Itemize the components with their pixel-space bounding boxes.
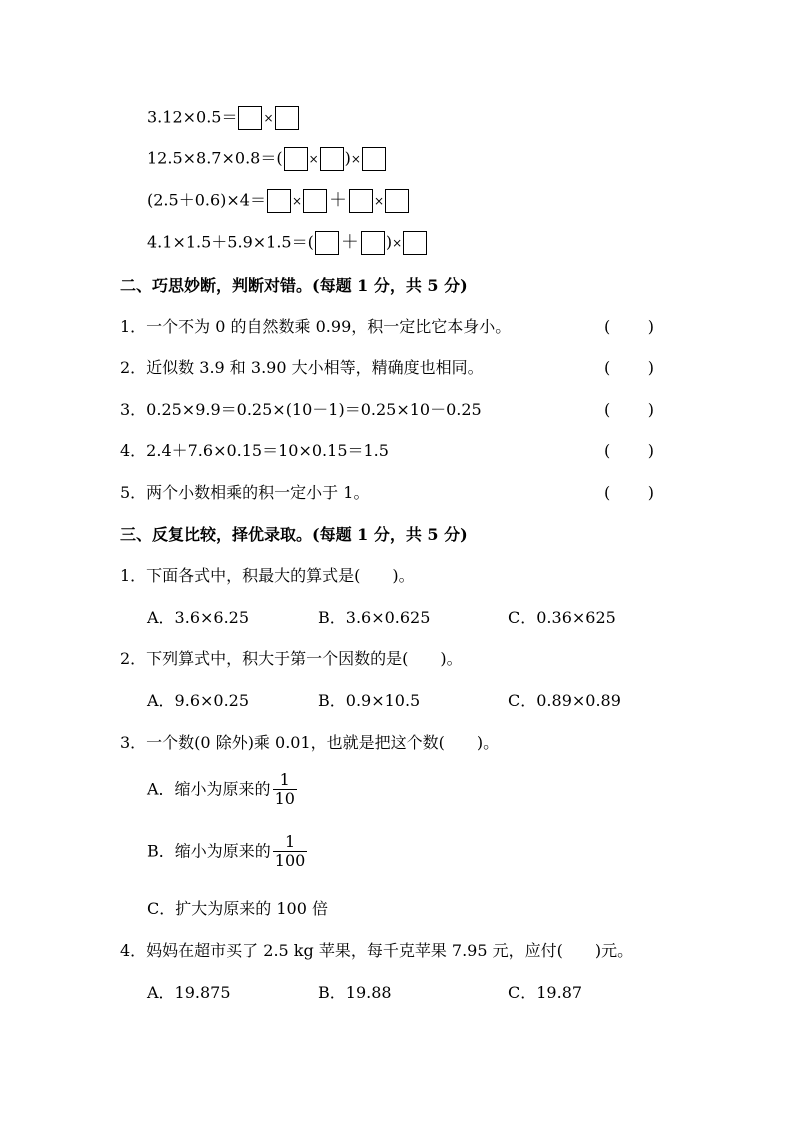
open-paren: ( <box>604 317 611 336</box>
plus-sign: ＋ <box>329 190 348 211</box>
answer-box[interactable] <box>238 106 262 130</box>
equation-2 <box>147 147 387 171</box>
option-b[interactable]: B．0.9×10.5 <box>318 691 421 710</box>
judge-item-5: 5．两个小数相乘的积一定小于 1。 <box>120 483 370 502</box>
equation-2-text: 12.5×8.7×0.8＝( <box>147 148 283 168</box>
option-a[interactable] <box>147 771 297 808</box>
judge-item-4: 4．2.4＋7.6×0.15＝10×0.15＝1.5 <box>120 441 389 460</box>
answer-bracket[interactable] <box>604 482 654 504</box>
choice-question-3: 3．一个数(0 除外)乘 0.01，也就是把这个数( )。 <box>120 733 500 752</box>
answer-box[interactable] <box>284 147 308 171</box>
answer-box[interactable] <box>349 189 373 213</box>
fraction-numerator: 1 <box>279 770 290 789</box>
option-c[interactable]: C．0.36×625 <box>508 608 616 627</box>
fraction-numerator: 1 <box>284 832 296 851</box>
open-paren: ( <box>604 483 611 502</box>
times-sign: × <box>350 152 361 166</box>
equation-1 <box>147 106 300 130</box>
answer-bracket[interactable] <box>604 316 654 338</box>
answer-box[interactable] <box>361 231 385 255</box>
fraction <box>273 771 297 808</box>
answer-box[interactable] <box>362 147 386 171</box>
answer-box[interactable] <box>403 231 427 255</box>
option-b[interactable]: B．19.88 <box>318 983 392 1002</box>
answer-box[interactable] <box>315 231 339 255</box>
close-paren: ) <box>647 358 654 377</box>
times-sign: × <box>308 152 319 166</box>
choice-question-4: 4．妈妈在超市买了 2.5 kg 苹果，每千克苹果 7.95 元，应付( )元。 <box>120 941 634 960</box>
choice-question-2: 2．下列算式中，积大于第一个因数的是( )。 <box>120 649 463 668</box>
option-b[interactable]: B．3.6×0.625 <box>318 608 431 627</box>
times-sign: × <box>263 111 274 125</box>
close-paren: ) <box>385 232 393 252</box>
close-paren: ) <box>647 317 654 336</box>
equation-4-text: 4.1×1.5＋5.9×1.5＝( <box>147 232 314 252</box>
times-sign: × <box>291 194 303 208</box>
close-paren: ) <box>344 148 351 168</box>
times-sign: × <box>374 194 385 208</box>
option-c[interactable]: C．0.89×0.89 <box>508 691 621 710</box>
open-paren: ( <box>604 358 611 377</box>
option-b[interactable] <box>147 833 307 870</box>
fraction <box>273 833 308 870</box>
times-sign: × <box>392 236 403 250</box>
option-a-text: A．缩小为原来的 <box>147 779 271 799</box>
section-2-heading: 二、巧思妙断，判断对错。(每题 1 分，共 5 分) <box>120 276 468 295</box>
equation-4 <box>147 231 428 255</box>
option-a[interactable]: A．19.875 <box>147 983 231 1002</box>
option-b-text: B．缩小为原来的 <box>147 841 271 861</box>
answer-box[interactable] <box>267 189 291 213</box>
answer-box[interactable] <box>320 147 344 171</box>
answer-bracket[interactable] <box>604 399 654 421</box>
open-paren: ( <box>604 400 611 419</box>
option-a[interactable]: A．9.6×0.25 <box>147 691 250 710</box>
answer-bracket[interactable] <box>604 357 654 379</box>
judge-item-2: 2．近似数 3.9 和 3.90 大小相等，精确度也相同。 <box>120 358 484 377</box>
open-paren: ( <box>604 441 611 460</box>
close-paren: ) <box>647 400 654 419</box>
option-a[interactable]: A．3.6×6.25 <box>147 608 250 627</box>
close-paren: ) <box>647 483 654 502</box>
fraction-denominator: 100 <box>274 851 306 870</box>
equation-1-text: 3.12×0.5＝ <box>147 107 238 127</box>
answer-bracket[interactable] <box>604 440 654 462</box>
judge-item-3: 3．0.25×9.9＝0.25×(10－1)＝0.25×10－0.25 <box>120 400 482 419</box>
choice-question-1: 1．下面各式中，积最大的算式是( )。 <box>120 566 415 585</box>
fraction-denominator: 10 <box>274 789 295 808</box>
plus-sign: ＋ <box>340 232 359 253</box>
answer-box[interactable] <box>303 189 327 213</box>
answer-box[interactable] <box>275 106 299 130</box>
equation-3-text: (2.5＋0.6)×4＝ <box>147 190 266 210</box>
answer-box[interactable] <box>385 189 409 213</box>
equation-3 <box>147 189 410 213</box>
option-c[interactable]: C．19.87 <box>508 983 583 1002</box>
section-3-heading: 三、反复比较，择优录取。(每题 1 分，共 5 分) <box>120 525 468 544</box>
option-c[interactable]: C．扩大为原来的 100 倍 <box>147 899 328 918</box>
judge-item-1: 1．一个不为 0 的自然数乘 0.99，积一定比它本身小。 <box>120 317 512 336</box>
close-paren: ) <box>647 441 654 460</box>
